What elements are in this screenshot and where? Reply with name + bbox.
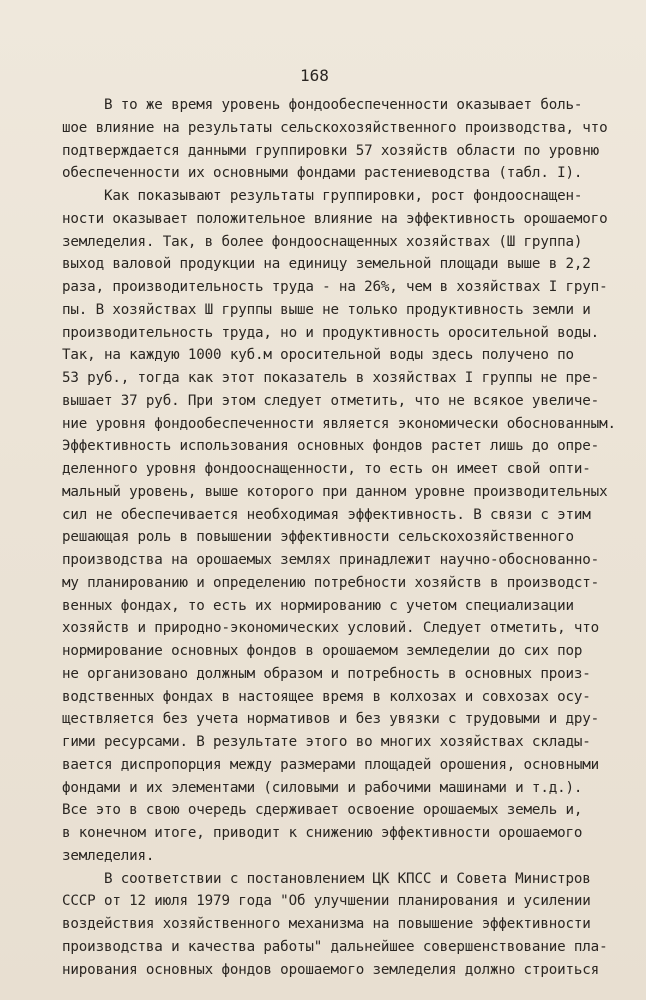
text-line: водственных фондах в настоящее время в колхозах и совхозах осу-	[62, 688, 591, 705]
text-line: Эффективность использования основных фондов растет лишь до опре-	[62, 438, 600, 455]
page-number: 168	[300, 66, 329, 85]
text-line: не организовано должным образом и потребность в основных произ-	[62, 665, 591, 682]
text-line: обеспеченности их основными фондами растениеводства (табл. I).	[62, 165, 583, 182]
text-line: производительность труда, но и продуктивность оросительной воды.	[62, 324, 600, 341]
text-line: воздействия хозяйственного механизма на повышение эффективности	[62, 916, 591, 932]
text-line: в конечном итоге, приводит к снижению эффективности орошаемого	[62, 825, 583, 841]
text-line: деленного уровня фондооснащенности, то есть он имеет свой опти-	[62, 461, 591, 477]
text-line: вышает 37 руб. При этом следует отметить, что не всякое увеличе-	[62, 392, 600, 409]
text-line: 53 руб., тогда как этот показатель в хозяйствах I группы не пре-	[62, 370, 600, 386]
text-line: фондами и их элементами (силовыми и рабочими машинами и т.д.).	[62, 779, 583, 796]
text-line: выход валовой продукции на единицу земельной площади выше в 2,2	[62, 256, 591, 273]
text-line: земледелия.	[62, 847, 155, 864]
text-line: производства и качества работы" дальнейшее совершенствование пла-	[62, 938, 608, 955]
text-line: В соответствии с постановлением ЦК КПСС и Совета Министров	[62, 870, 591, 887]
text-line: ности оказывает положительное влияние на эффективность орошаемого	[62, 210, 608, 227]
text-line: В то же время уровень фондообеспеченности оказывает боль-	[62, 97, 583, 113]
text-line: ние уровня фондообеспеченности является экономически обоснованным.	[62, 415, 616, 432]
text-line: СССР от 12 июля 1979 года "Об улучшении планирования и усилении	[62, 893, 591, 910]
text-line: раза, производительность труда - на 26%, чем в хозяйствах I груп-	[62, 279, 608, 295]
text-line: шое влияние на результаты сельскохозяйственного производства, что	[62, 119, 608, 136]
text-line: земледелия. Так, в более фондооснащенных хозяйствах (Ш группа)	[62, 233, 583, 250]
text-line: му планированию и определению потребности хозяйств в производст-	[62, 574, 600, 591]
body-text	[62, 94, 622, 981]
text-line: Как показывают результаты группировки, рост фондооснащен-	[62, 188, 583, 204]
text-line: Все это в свою очередь сдерживает освоение орошаемых земель и,	[62, 802, 583, 819]
text-line: пы. В хозяйствах Ш группы выше не только продуктивность земли и	[62, 301, 591, 318]
text-line: гими ресурсами. В результате этого во многих хозяйствах склады-	[62, 734, 591, 750]
text-line: решающая роль в повышении эффективности сельскохозяйственного	[62, 529, 574, 546]
text-line: производства на орошаемых землях принадлежит научно-обоснованно-	[62, 552, 600, 568]
text-line: мальный уровень, выше которого при данном уровне производительных	[62, 483, 608, 500]
text-line: Так, на каждую 1000 куб.м оросительной воды здесь получено по	[62, 347, 574, 364]
text-line: сил не обеспечивается необходимая эффективность. В связи с этим	[62, 506, 591, 523]
text-line: венных фондах, то есть их нормированию с учетом специализации	[62, 597, 574, 614]
text-line: нормирование основных фондов в орошаемом земледелии до сих пор	[62, 643, 583, 659]
text-line: вается диспропорция между размерами площадей орошения, основными	[62, 756, 600, 773]
text-line: ществляется без учета нормативов и без увязки с трудовыми и дру-	[62, 711, 600, 728]
text-line: подтверждается данными группировки 57 хозяйств области по уровню	[62, 142, 600, 159]
text-line: нирования основных фондов орошаемого земледелия должно строиться	[62, 961, 600, 978]
text-line: хозяйств и природно-экономических условий. Следует отметить, что	[62, 620, 600, 637]
